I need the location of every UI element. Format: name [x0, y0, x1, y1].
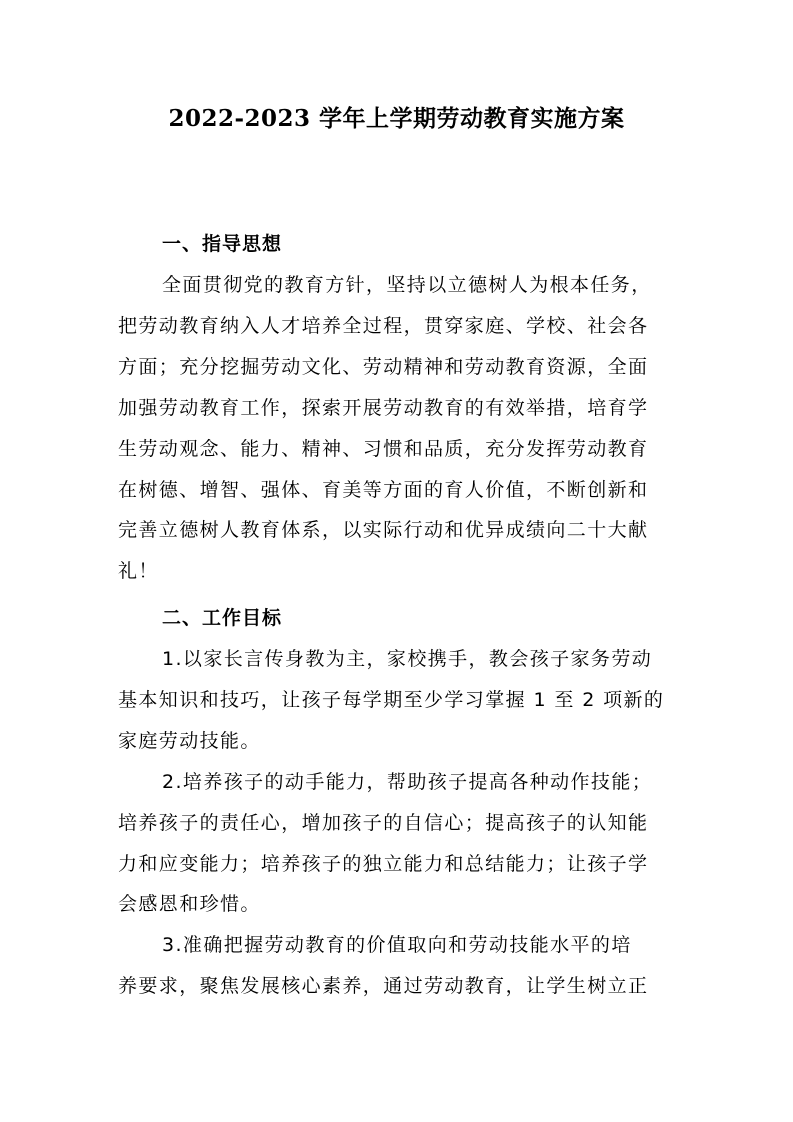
paragraph-line: 全面贯彻党的教育方针，坚持以立德树人为根本任务，	[162, 274, 652, 296]
paragraph-line: 家庭劳动技能。	[118, 730, 261, 752]
paragraph-line: 方面；充分挖掘劳动文化、劳动精神和劳动教育资源，全面	[118, 356, 649, 378]
document-title: 2022-2023 学年上学期劳动教育实施方案	[168, 105, 625, 132]
paragraph-line: 1.以家长言传身教为主，家校携手，教会孩子家务劳动	[162, 648, 653, 670]
paragraph-line: 在树德、增智、强体、育美等方面的育人价值，不断创新和	[118, 479, 649, 501]
paragraph-line: 把劳动教育纳入人才培养全过程，贯穿家庭、学校、社会各	[118, 315, 649, 337]
paragraph-line: 基本知识和技巧，让孩子每学期至少学习掌握 1 至 2 项新的	[118, 689, 665, 711]
paragraph-line: 完善立德树人教育体系，以实际行动和优异成绩向二十大献	[118, 519, 649, 541]
paragraph-line: 2.培养孩子的动手能力，帮助孩子提高各种动作技能；	[162, 771, 653, 793]
paragraph-line: 培养孩子的责任心，增加孩子的自信心；提高孩子的认知能	[118, 812, 649, 834]
paragraph-line: 生劳动观念、能力、精神、习惯和品质，充分发挥劳动教育	[118, 438, 649, 460]
paragraph-line: 养要求，聚焦发展核心素养，通过劳动教育，让学生树立正	[118, 975, 649, 997]
section-heading-guiding-ideology: 一、指导思想	[162, 233, 283, 255]
paragraph-line: 会感恩和珍惜。	[118, 893, 261, 915]
paragraph-line: 加强劳动教育工作，探索开展劳动教育的有效举措，培育学	[118, 397, 649, 419]
paragraph-line: 力和应变能力；培养孩子的独立能力和总结能力；让孩子学	[118, 853, 649, 875]
paragraph-line: 3.准确把握劳动教育的价值取向和劳动技能水平的培	[162, 934, 632, 956]
section-heading-work-goals: 二、工作目标	[162, 607, 283, 629]
paragraph-line: 礼！	[118, 560, 159, 582]
